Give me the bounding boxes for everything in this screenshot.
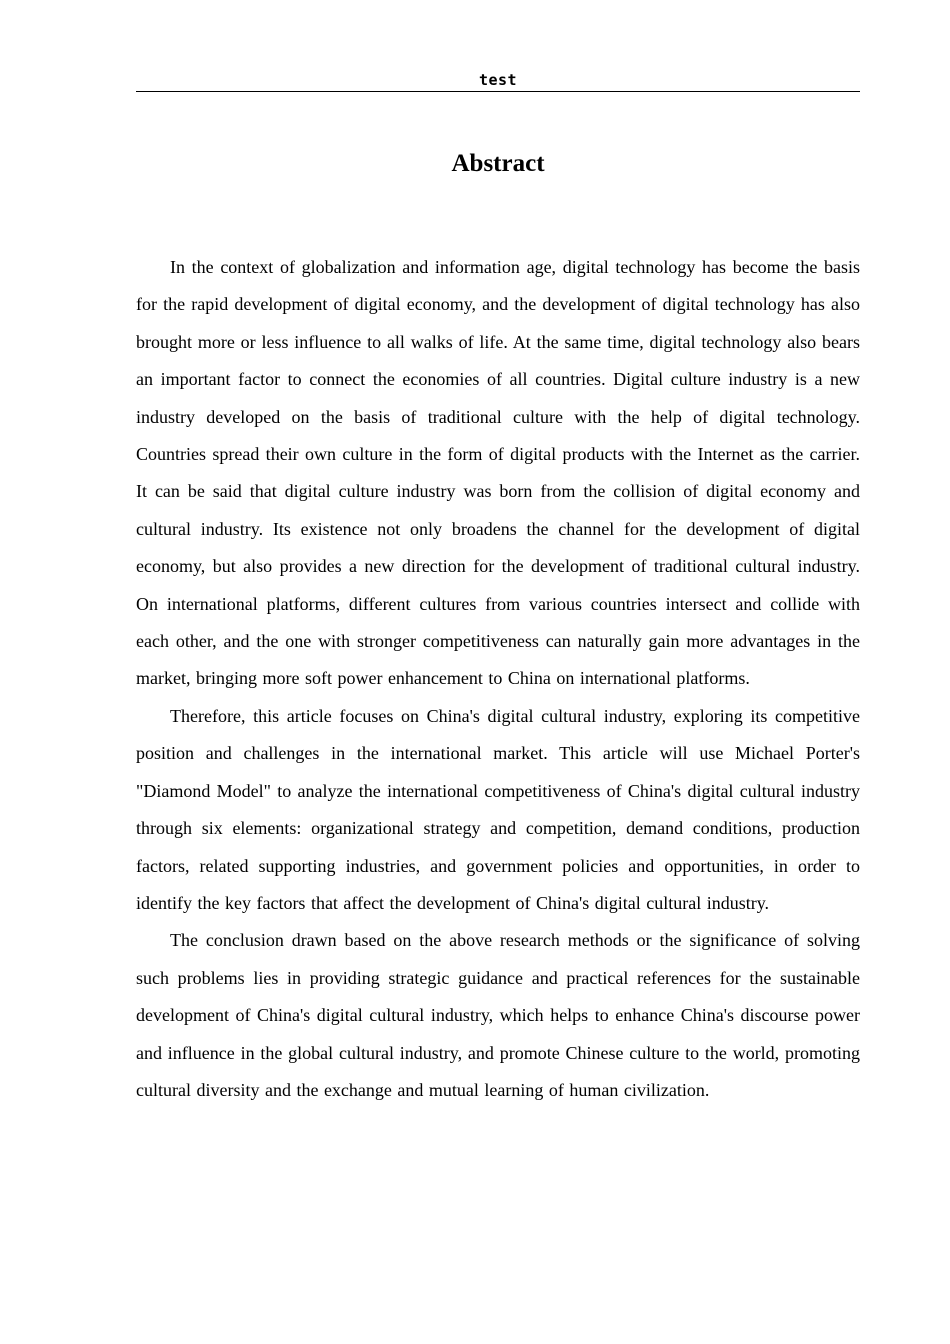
abstract-paragraph-3: The conclusion drawn based on the above research methods or the significance of solving such problems lies in providing strategic guidance and practical references for the sustainable development of China's digital cultural industry, which helps to enhance China's discourse power and influence in the global cultural industry, and promote Chinese culture to the world, promoting cultural diversity and the exchange and mutual learning of human civilization.: [136, 930, 860, 1100]
abstract-paragraph-2: Therefore, this article focuses on China's digital cultural industry, exploring its competitive position and challenges in the international market. This article will use Michael Porter's "Diamond Model" to analyze the international competitiveness of China's digital cultural industry through six elements: organizational strategy and competition, demand conditions, production factors, related supporting industries, and government policies and opportunities, in order to identify the key factors that affect the development of China's digital cultural industry.: [136, 705, 860, 913]
page-header: [136, 70, 860, 92]
abstract-paragraph-1: In the context of globalization and information age, digital technology has become the basis for the rapid development of digital economy, and the development of digital technology has also brought more or less influence to all walks of life. At the same time, digital technology also bears an important factor to connect the economies of all countries. Digital culture industry is a new industry developed on the basis of traditional culture with the help of digital technology. Countries spread their own culture in the form of digital products with the Internet as the carrier. It can be said that digital culture industry was born from the collision of digital economy and cultural industry. Its existence not only broadens the channel for the development of digital economy, but also provides a new direction for the development of traditional cultural industry. On international platforms, different cultures from various countries intersect and collide with each other, and the one with stronger competitiveness can naturally gain more advantages in the market, bringing more soft power enhancement to China on international platforms.: [136, 257, 860, 689]
header-text: test: [478, 71, 518, 89]
abstract-body: [136, 249, 860, 1109]
abstract-title: Abstract: [451, 150, 545, 177]
